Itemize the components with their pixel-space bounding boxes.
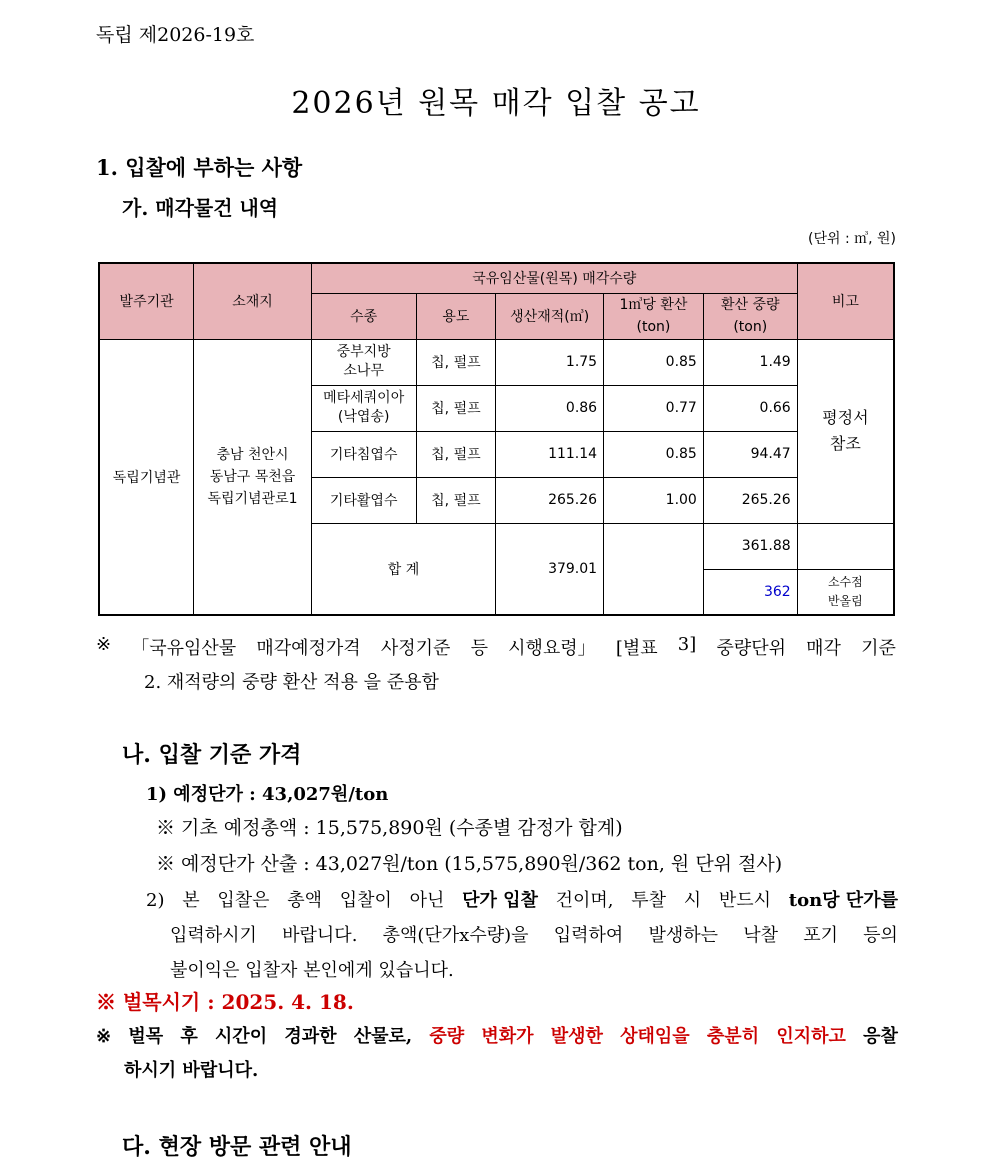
note-word: 매각 [806, 638, 841, 659]
header-volume: 생산재적(㎥) [496, 293, 604, 339]
section-1-heading: 1. 입찰에 부하는 사항 [96, 155, 303, 180]
instruction-word: 총액(단가x수량)을 [382, 925, 529, 946]
species-cell: 기타활엽수 [311, 477, 416, 523]
instruction-word: 본 [182, 890, 200, 911]
header-remarks: 비고 [797, 263, 894, 339]
weight-cell: 94.47 [703, 431, 797, 477]
warning-word: 경과한 [284, 1026, 337, 1047]
section-b-heading: 나. 입찰 기준 가격 [122, 742, 302, 768]
warning-word: 산물로, [353, 1026, 413, 1047]
species-line: (낙엽송) [337, 409, 390, 425]
header-conversion-line2: (ton) [636, 319, 671, 335]
note-line-2: 2. 재적량의 중량 환산 적용 을 준용함 [144, 672, 439, 693]
agency-cell: 독립기념관 [99, 339, 194, 615]
warning-highlight: 인지하고 [776, 1026, 846, 1047]
note-word: [별표 [615, 638, 658, 659]
remarks-line: 참조 [829, 434, 861, 453]
warning-highlight: 충분히 [706, 1026, 760, 1047]
note-word: 등 [470, 638, 488, 659]
header-weight-line2: (ton) [733, 319, 768, 335]
conversion-cell: 0.85 [604, 431, 704, 477]
unit-note: (단위 : ㎥, 원) [807, 231, 896, 247]
location-line: 동남구 목천읍 [209, 468, 296, 485]
warning-highlight: 변화가 [481, 1026, 534, 1047]
warning-line-1 [96, 1020, 898, 1054]
instruction-word: 아닌 [409, 890, 445, 911]
warning-line-2: 하시기 바랍니다. [124, 1060, 259, 1081]
volume-cell: 0.86 [496, 385, 604, 431]
note-mark: ※ [96, 634, 112, 655]
instruction-word: 등의 [863, 925, 898, 946]
page-title: 2026년 원목 매각 입찰 공고 [291, 86, 701, 121]
note-word: 3] [677, 634, 697, 655]
warning-word: 응찰 [863, 1026, 898, 1047]
conversion-cell: 1.00 [604, 477, 704, 523]
instruction-word: 입찰은 [217, 890, 270, 911]
species-line: 소나무 [343, 363, 384, 379]
instruction-emphasis: 단가 입찰 [462, 890, 538, 911]
instruction-line-2 [146, 918, 898, 953]
felling-date: ※ 벌목시기 : 2025. 4. 18. [96, 990, 354, 1014]
location-line: 독립기념관로1 [207, 490, 298, 507]
unit-price: 1) 예정단가 : 43,027원/ton [146, 784, 389, 805]
header-agency: 발주기관 [99, 263, 194, 339]
instruction-word: 입력하여 [553, 925, 624, 946]
warning-highlight: 중량 [429, 1026, 465, 1047]
weight-cell: 1.49 [703, 339, 797, 385]
instruction-word: 발생하는 [648, 925, 719, 946]
volume-cell: 1.75 [496, 339, 604, 385]
warning-highlight: 상태임을 [620, 1026, 690, 1047]
document-number: 독립 제2026-19호 [96, 24, 255, 46]
instruction-word: 바랍니다. [282, 925, 358, 946]
weight-cell: 0.66 [703, 385, 797, 431]
total-volume: 379.01 [496, 523, 604, 615]
location-line: 충남 천안시 [216, 446, 289, 463]
header-weight-line1: 환산 중량 [721, 297, 780, 313]
note-line-1 [96, 634, 896, 660]
conversion-cell: 0.77 [604, 385, 704, 431]
header-use: 용도 [416, 293, 496, 339]
weight-change-warning [96, 1020, 898, 1088]
use-cell: 칩, 펄프 [416, 477, 496, 523]
instruction-word: 낙찰 [743, 925, 778, 946]
note-word: 사정기준 [380, 638, 451, 659]
rounded-note-line: 소수점 [827, 574, 863, 589]
rounded-note [797, 569, 894, 615]
location-cell [194, 339, 312, 615]
total-remarks-empty [797, 523, 894, 569]
instruction-word: 2) [146, 890, 165, 911]
sale-items-table [98, 262, 895, 616]
instruction-word: 건이며, [555, 890, 614, 911]
instruction-word: 포기 [803, 925, 838, 946]
note-word: 중량단위 [716, 638, 786, 659]
total-conversion-empty [604, 523, 704, 615]
instruction-emphasis: ton당 단가를 [788, 890, 898, 911]
header-conversion [604, 293, 704, 339]
warning-word: 벌목 [128, 1026, 164, 1047]
instruction-word: 입력하시기 [170, 925, 257, 946]
table-note [96, 634, 896, 694]
instruction-word: 반드시 [718, 890, 772, 911]
warning-word: 후 [180, 1026, 198, 1047]
total-weight: 361.88 [703, 523, 797, 569]
volume-cell: 265.26 [496, 477, 604, 523]
instruction-word: 시 [683, 890, 702, 911]
use-cell: 칩, 펄프 [416, 339, 496, 385]
bidding-instruction [146, 883, 898, 988]
species-line: 메타세쿼이아 [323, 390, 405, 406]
header-location: 소재지 [194, 263, 312, 339]
use-cell: 칩, 펄프 [416, 431, 496, 477]
note-word: 매각예정가격 [256, 638, 361, 659]
conversion-cell: 0.85 [604, 339, 704, 385]
weight-cell: 265.26 [703, 477, 797, 523]
warning-word: 시간이 [214, 1026, 268, 1047]
unit-price-calc: ※ 예정단가 산출 : 43,027원/ton (15,575,890원/362 ton, 원 단위 절사) [156, 853, 783, 875]
instruction-word: 입찰이 [339, 890, 392, 911]
volume-cell: 111.14 [496, 431, 604, 477]
rounded-note-line: 반올림 [827, 593, 863, 608]
species-cell: 기타침엽수 [311, 431, 416, 477]
header-conversion-line1: 1㎥당 환산 [619, 297, 688, 313]
remarks-cell [797, 339, 894, 523]
warning-highlight: 발생한 [550, 1026, 603, 1047]
warning-word: ※ [96, 1026, 112, 1047]
header-species: 수종 [311, 293, 416, 339]
instruction-word: 투찰 [631, 890, 667, 911]
instruction-word: 총액 [287, 890, 322, 911]
instruction-line-1 [146, 883, 898, 918]
note-word: 시행요령」 [508, 638, 596, 659]
subsection-a-heading: 가. 매각물건 내역 [122, 196, 279, 220]
species-cell [311, 385, 416, 431]
instruction-line-3: 불이익은 입찰자 본인에게 있습니다. [170, 960, 454, 981]
header-group: 국유임산물(원목) 매각수량 [311, 263, 797, 293]
species-cell [311, 339, 416, 385]
rounded-weight: 362 [703, 569, 797, 615]
total-label: 합 계 [311, 523, 495, 615]
base-total: ※ 기초 예정총액 : 15,575,890원 (수종별 감정가 합계) [156, 817, 623, 839]
species-line: 중부지방 [336, 344, 391, 360]
section-c-heading: 다. 현장 방문 관련 안내 [122, 1134, 352, 1160]
remarks-line: 평정서 [822, 408, 869, 427]
note-word: 기준 [861, 638, 896, 659]
note-word: 「국유임산물 [131, 638, 237, 659]
use-cell: 칩, 펄프 [416, 385, 496, 431]
header-weight [703, 293, 797, 339]
